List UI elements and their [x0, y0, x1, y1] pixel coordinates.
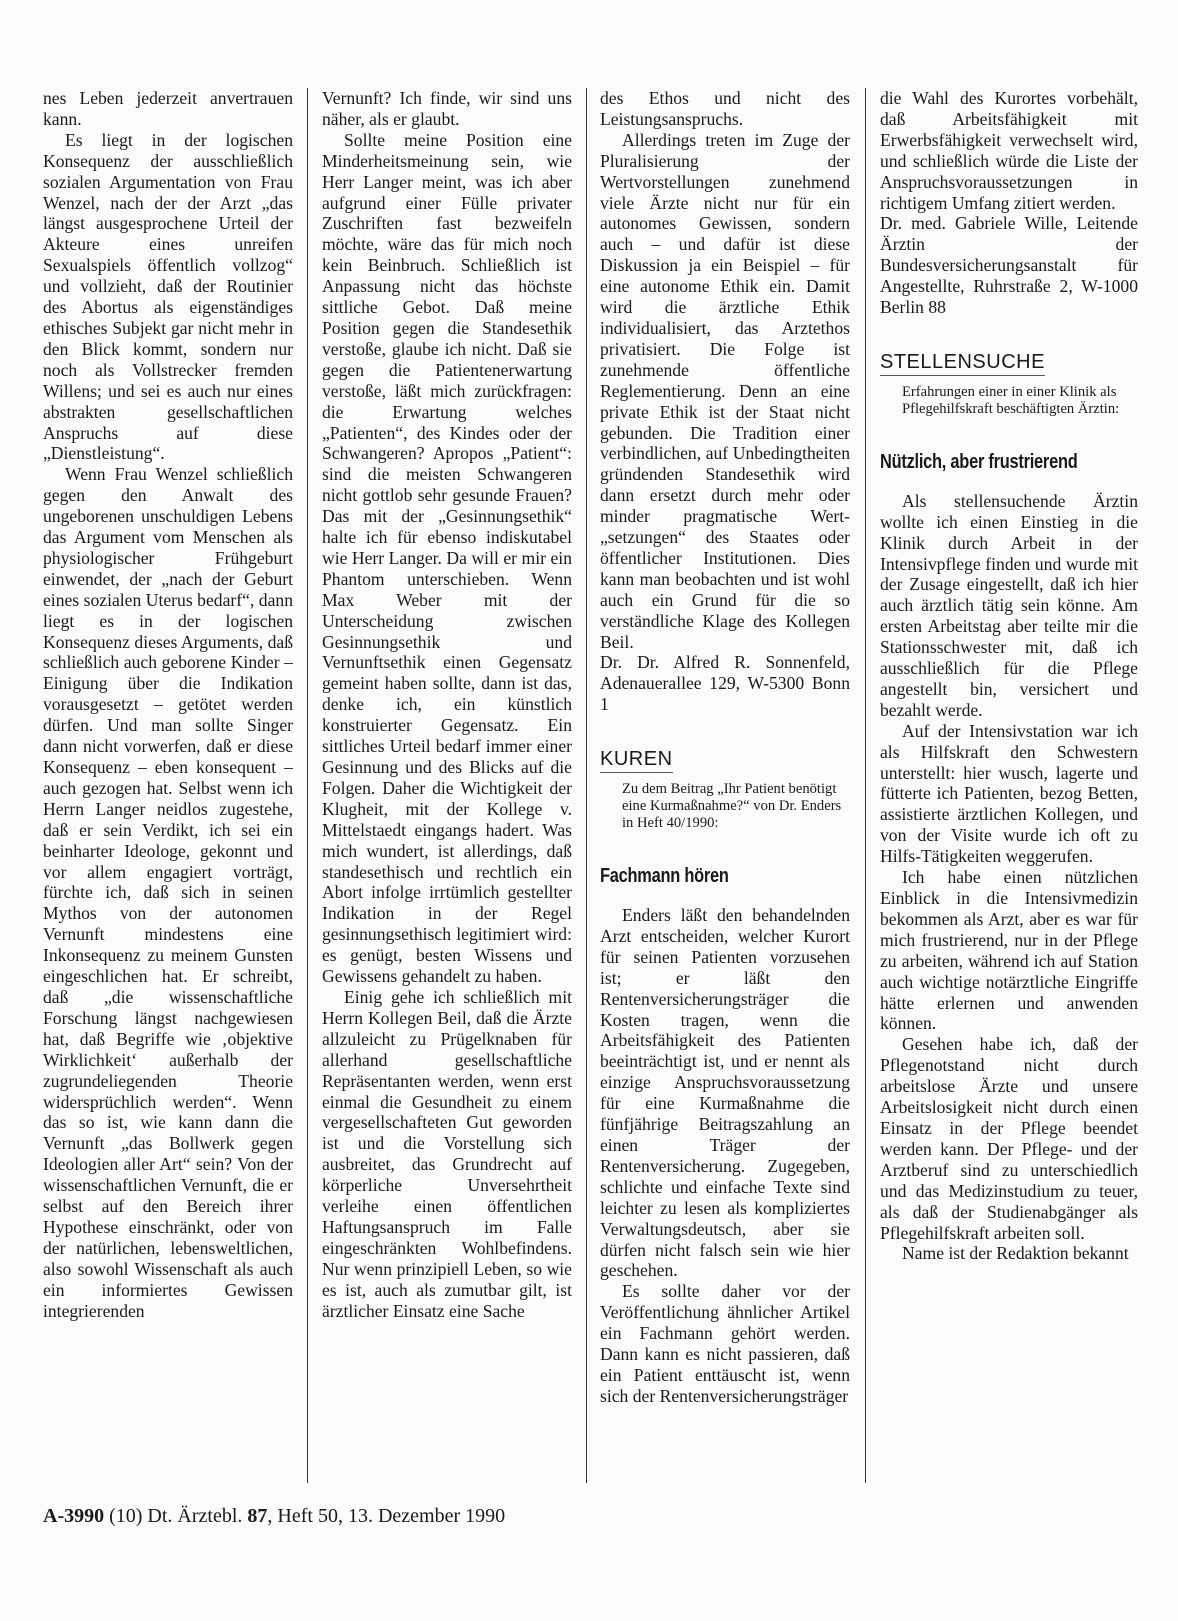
paragraph: Wenn Frau Wenzel schließlich gegen den Anwalt des ungeborenen unschuldigen Lebens das Argument vom Menschen als physiologischer Frühgeburt einwendet, der „nach der Geburt eines sozialen Uterus bedarf“, dann liegt es in der logischen Konsequenz dieses Arguments, daß schließlich auch geborene Kinder – Einigung über die Indikation vorausgesetzt – getötet werden dürfen. Und man sollte Singer dann nicht vorwerfen, daß er diese Konsequenz – eben konsequent – auch gezogen hat. Selbst wenn ich Herrn Langer neidlos zugestehe, daß er sein Verdikt, ich sei ein beinharter Ideologe, gekonnt und vor allem engagiert vorträgt, fürchte ich, daß sich in seinen Mythos von der autonomen Vernunft mindestens eine Inkonsequenz zu meinem Gunsten eingeschlichen hat. Er schreibt, daß „die wissenschaftliche Forschung längst nachgewiesen hat, daß Begriffe wie ‚objektive Wirklichkeit‘ außerhalb der zugrundeliegenden Theorie widersprüchlich werden“. Wenn das so ist, wie kann dann die Vernunft „das Bollwerk gegen Ideologien aller Art“ sein? Von der wissenschaftlichen Vernunft, die er selbst auf den Bereich ihrer Hypothese einschränkt, oder von der natürlichen, lebensweltlichen, also sowohl Wissenschaft als auch ein informiertes Gewissen integrierenden	[43, 464, 293, 1321]
paragraph: nes Leben jederzeit anvertrauen kann.	[43, 88, 293, 129]
letter-signature: Dr. med. Gabriele Wille, Leitende Ärztin der Bundesversicherungsanstalt für Angestellte, Ruhrstraße 2, W-1000 Berlin 88	[880, 213, 1138, 318]
article-title: Nützlich, aber frustrierend	[880, 450, 1078, 473]
column-rule	[586, 88, 587, 1483]
column-2	[322, 88, 572, 1483]
paragraph: Allerdings treten im Zuge der Pluralisierung der Wertvorstellungen zunehmend viele Ärzte nicht nur für ein autonomes Gewissen, sondern auch – und dafür ist diese Diskussion ja ein Beispiel – für eine autonome Ethik ein. Damit wird die ärztliche Ethik individualisiert, das Arztethos privatisiert. Die Folge ist zunehmende öffentliche Reglementierung. Denn an eine private Ethik ist der Staat nicht gebunden. Die Tradition einer verbindlichen, auf Unbedingtheiten gründenden Standesethik wird dann ersetzt durch mehr oder minder pragmatische Wert-„setzungen“ des Staates oder öffentlicher Institutionen. Dies kann man beobachten und ist wohl auch ein Grund für die so verständliche Klage des Kollegen Beil.	[600, 129, 850, 652]
issue-date: , Heft 50, 13. Dezember 1990	[267, 1505, 506, 1527]
column-rule	[307, 88, 308, 1483]
paragraph: Ich habe einen nützlichen Einblick in die Intensivmedizin bekommen als Arzt, aber es war für mich frustrierend, nur in der Pflege zu arbeiten, während ich auf Station auch wichtige notärztliche Eingriffe hätte erlernen und anwenden können.	[880, 867, 1138, 1034]
paragraph: Gesehen habe ich, daß der Pflegenotstand nicht durch arbeitslose Ärzte und unsere Arbeitslosigkeit nicht durch einen Einsatz in der Pflege beendet werden kann. Der Pflege- und der Arztberuf sind zu unterschiedlich und das Medizinstudium zu teuer, als daß der Studienabgänger als Pflegehilfskraft arbeiten soll.	[880, 1034, 1138, 1243]
section-heading-kuren: KUREN	[600, 749, 673, 773]
paragraph: Vernunft? Ich finde, wir sind uns näher, als er glaubt.	[322, 88, 572, 129]
page-footer	[43, 1505, 505, 1528]
column-4	[880, 88, 1138, 1483]
letter-signature: Dr. Dr. Alfred R. Sonnenfeld, Adenauerallee 129, W-5300 Bonn 1	[600, 652, 850, 715]
paragraph: Es liegt in der logischen Konsequenz der ausschließlich sozialen Argumentation von Frau Wenzel, nach der der Arzt „das längst ausgesprochene Urteil der Akteure eines unreifen Sexualspiels öffentlich vollzog“ und vollzieht, daß der Routinier des Abortus als eigenständiges ethisches Subjekt gar nicht mehr in den Blick kommt, sondern nur noch als Vollstrecker fremden Willens; und sei es auch nur eines abstrakten gesellschaftlichen Anspruchs auf diese „Dienstleistung“.	[43, 129, 293, 464]
column-3	[600, 88, 850, 1483]
volume-number: 87	[247, 1505, 268, 1527]
paragraph: Einig gehe ich schließlich mit Herrn Kollegen Beil, daß die Ärzte allzuleicht zu Prügelknaben für allerhand gesellschaftliche Repräsentanten werden, wenn erst einmal die Gesundheit zu einem vergesellschafteten Gut geworden ist und die Vorstellung sich ausbreitet, das Grundrecht auf körperliche Unversehrtheit verleihe einen öffentlichen Haftungsanspruch im Falle eingeschränkten Wohlbefindens. Nur wenn prinzipiell Leben, so wie es ist, auch als zumutbar gilt, ist ärztlicher Einsatz eine Sache	[322, 986, 572, 1321]
paragraph: des Ethos und nicht des Leistungsanspruchs.	[600, 88, 850, 129]
article-intro: Erfahrungen einer in einer Klinik als Pflegehilfskraft beschäftigten Ärztin:	[902, 383, 1120, 417]
paragraph: Es sollte daher vor der Veröffentlichung ähnlicher Artikel ein Fachmann gehört werden. Dann kann es nicht passieren, daß ein Patient enttäuscht ist, wenn sich der Rentenversicherungsträger	[600, 1281, 850, 1406]
paragraph: Sollte meine Position eine Minderheitsmeinung sein, wie Herr Langer meint, was ich aber aufgrund einer Fülle privater Zuschriften fast bezweifeln möchte, wäre das für mich noch kein Beinbruch. Schließlich ist Anpassung nicht das höchste sittliche Gebot. Daß meine Position gegen die Standesethik verstoße, glaube ich nicht. Daß sie gegen die Patientenerwartung verstoße, läßt mich zurückfragen: die Erwartung welches „Patienten“, des Kindes oder der Schwangeren? Apropos „Patient“: sind die meisten Schwangeren nicht gottlob sehr gesunde Frauen? Das mit der „Gesinnungsethik“ halte ich für ebenso indiskutabel wie Herr Langer. Da will er mir ein Phantom unterschieben. Wenn Max Weber mit der Unterscheidung zwischen Gesinnungsethik und Vernunftsethik einen Gegensatz gemeint haben sollte, dann ist das, denke ich, ein künstlich konstruierter Gegensatz. Ein sittliches Urteil bedarf immer einer Gesinnung und des Blicks auf die Folgen. Daher die Wichtigkeit der Klugheit, mit der Kollege v. Mittelstaedt eingangs hadert. Was mich wundert, ist allerdings, daß standesethisch und rechtlich ein Abort infolge irrtümlich gestellter Indikation in der Regel gesinnungsethisch legitimiert wird: es genügt, besten Wissens und Gewissens gehandelt zu haben.	[322, 129, 572, 987]
author-note: Name ist der Redaktion bekannt	[902, 1243, 1129, 1264]
column-rule	[865, 88, 866, 1483]
paragraph: Als stellensuchende Ärztin wollte ich einen Einstieg in die Klinik durch Arbeit in der Intensivpflege finden und wurde mit der Zusage eingestellt, daß ich hier auch ärztlich tätig sein könne. Am ersten Arbeitstag aber teilte mir die Stationsschwester mit, daß ich ausschließlich für die Pflege angestellt bin, versichert und bezahlt werde.	[880, 490, 1138, 720]
column-1	[43, 88, 293, 1483]
journal-name: (10) Dt. Ärztebl.	[104, 1505, 248, 1527]
article-title: Fachmann hören	[600, 865, 729, 888]
page-number: A-3990	[43, 1505, 105, 1527]
paragraph: Auf der Intensivstation war ich als Hilfskraft den Schwestern unterstellt: hier wusch, lagerte und fütterte ich Patienten, bezog Betten, assistierte ärztlichen Kollegen, und von der Visite wurde ich oft zu Hilfs-Tätigkeiten weggerufen.	[880, 720, 1138, 867]
article-intro: Zu dem Beitrag „Ihr Patient benötigt eine Kurmaßnahme?“ von Dr. Enders in Heft 40/1990:	[622, 781, 842, 832]
paragraph: die Wahl des Kurortes vorbehält, daß Arbeitsfähigkeit mit Erwerbsfähigkeit verwechselt wird, und schließlich würde die Liste der Anspruchsvoraussetzungen in richtigem Umfang zitiert werden.	[880, 88, 1138, 213]
paragraph: Enders läßt den behandelnden Arzt entscheiden, welcher Kurort für seinen Patienten vorzusehen ist; er läßt den Rentenversicherungsträger die Kosten tragen, wenn die Arbeitsfähigkeit des Patienten beeinträchtigt ist, und er nennt als einzige Anspruchsvoraussetzung für eine Kurmaßnahme die fünfjährige Beitragszahlung an einen Träger der Rentenversicherung. Zugegeben, schlichte und einfache Texte sind leichter zu lesen als kompliziertes Verwaltungsdeutsch, aber sie dürfen nicht falsch sein wie hier geschehen.	[600, 905, 850, 1281]
section-heading-stellensuche: STELLENSUCHE	[880, 352, 1045, 376]
